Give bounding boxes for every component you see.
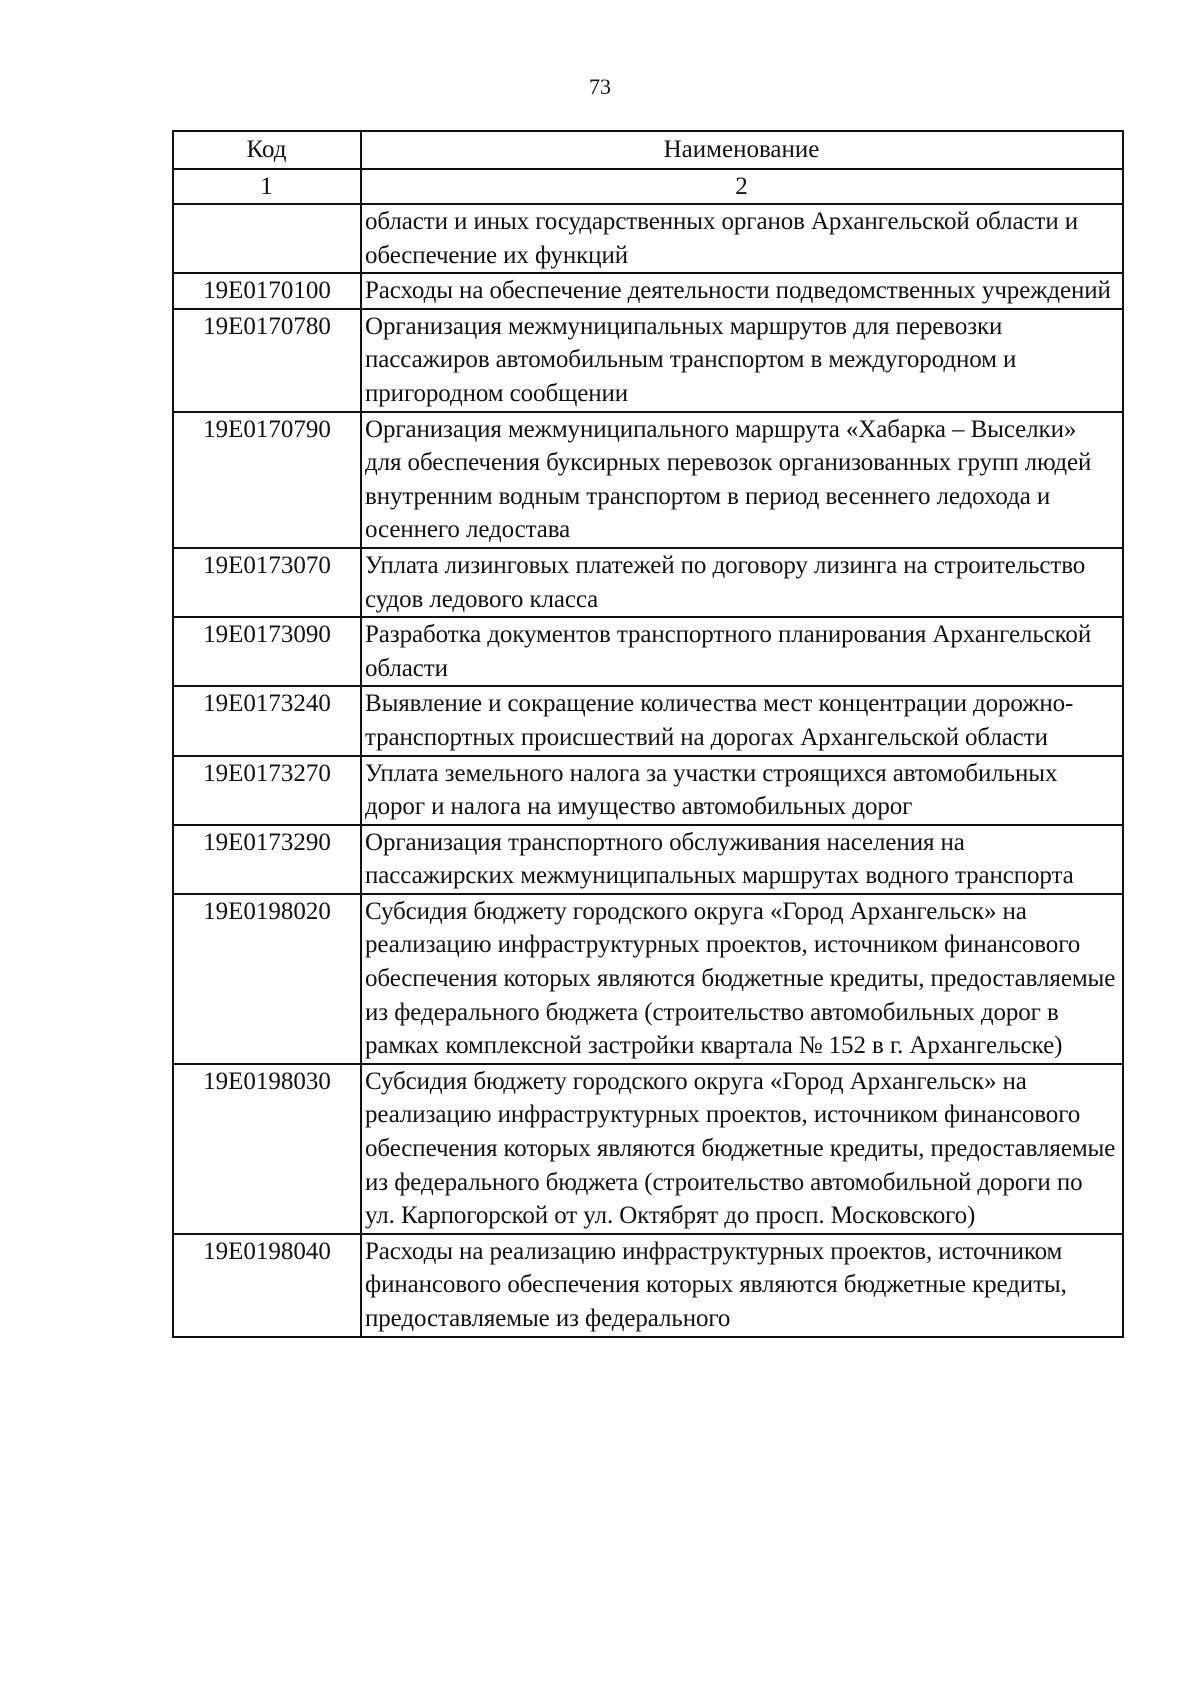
row-code: 19Е0170780 <box>173 309 361 412</box>
budget-code-table <box>172 130 1124 1338</box>
table-row <box>173 686 1123 755</box>
table-row <box>173 548 1123 617</box>
row-name: Организация межмуниципальных маршрутов для перевозки пассажиров автомобильным транспортом в междугородном и пригородном сообщении <box>361 309 1123 412</box>
row-name: Расходы на обеспечение деятельности подведомственных учреждений <box>361 273 1123 309</box>
row-name: Разработка документов транспортного планирования Архангельской области <box>361 617 1123 686</box>
table-row <box>173 894 1123 1064</box>
row-name: Расходы на реализацию инфраструктурных проектов, источником финансового обеспечения которых являются бюджетные кредиты, предоставляемые из федерального <box>361 1234 1123 1337</box>
row-code <box>173 204 361 273</box>
row-code: 19Е0198020 <box>173 894 361 1064</box>
row-name: Уплата лизинговых платежей по договору лизинга на строительство судов ледового класса <box>361 548 1123 617</box>
table-row <box>173 617 1123 686</box>
row-code: 19Е0173270 <box>173 756 361 825</box>
table-header-row <box>173 131 1123 169</box>
table-row <box>173 273 1123 309</box>
page-number: 73 <box>589 74 611 99</box>
column-number-code: 1 <box>173 169 361 204</box>
row-name: Организация транспортного обслуживания населения на пассажирских межмуниципальных маршрутах водного транспорта <box>361 825 1123 894</box>
row-code: 19Е0198040 <box>173 1234 361 1337</box>
row-code: 19Е0170100 <box>173 273 361 309</box>
table-row <box>173 1064 1123 1234</box>
header-code: Код <box>173 131 361 169</box>
row-code: 19Е0173090 <box>173 617 361 686</box>
column-number-row <box>173 169 1123 204</box>
table-row <box>173 412 1123 548</box>
row-code: 19Е0170790 <box>173 412 361 548</box>
table-row <box>173 756 1123 825</box>
row-name: Субсидия бюджету городского округа «Город Архангельск» на реализацию инфраструктурных проектов, источником финансового обеспечения которых являются бюджетные кредиты, предоставляемые из федерального бюджета (строительство автомобильных дорог в рамках комплексной застройки квартала № 152 в г. Архангельске) <box>361 894 1123 1064</box>
row-name: Субсидия бюджету городского округа «Город Архангельск» на реализацию инфраструктурных проектов, источником финансового обеспечения которых являются бюджетные кредиты, предоставляемые из федерального бюджета (строительство автомобильной дороги по ул. Карпогорской от ул. Октябрят до просп. Московского) <box>361 1064 1123 1234</box>
row-code: 19Е0173290 <box>173 825 361 894</box>
row-code: 19Е0198030 <box>173 1064 361 1234</box>
column-number-name: 2 <box>361 169 1123 204</box>
row-name: Выявление и сокращение количества мест концентрации дорожно-транспортных происшествий на дорогах Архангельской области <box>361 686 1123 755</box>
row-code: 19Е0173240 <box>173 686 361 755</box>
table-row <box>173 309 1123 412</box>
row-name: Организация межмуниципального маршрута «Хабарка – Выселки» для обеспечения буксирных перевозок организованных групп людей внутренним водным транспортом в период весеннего ледохода и осеннего ледостава <box>361 412 1123 548</box>
table-row <box>173 825 1123 894</box>
row-name: области и иных государственных органов Архангельской области и обеспечение их функций <box>361 204 1123 273</box>
table-row <box>173 1234 1123 1337</box>
header-name: Наименование <box>361 131 1123 169</box>
table-row <box>173 204 1123 273</box>
row-code: 19Е0173070 <box>173 548 361 617</box>
row-name: Уплата земельного налога за участки строящихся автомобильных дорог и налога на имущество автомобильных дорог <box>361 756 1123 825</box>
